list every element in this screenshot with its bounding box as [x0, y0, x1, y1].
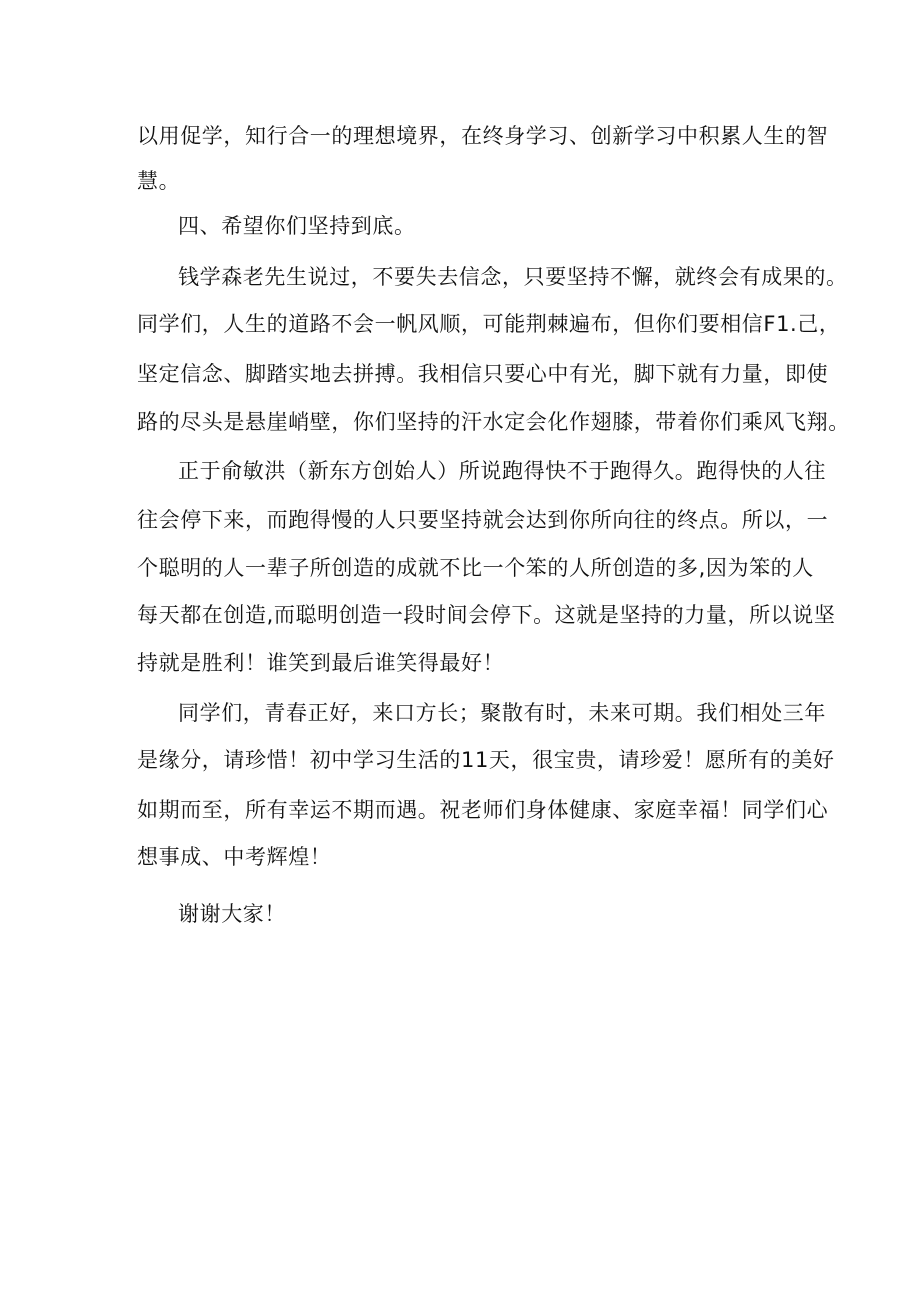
text-line: 个聪明的人一辈子所创造的成就不比一个笨的人所创造的多,因为笨的人	[137, 556, 814, 580]
text-line: 每天都在创造,而聪明创造一段时间会停下。这就是坚持的力量，所以说坚	[137, 603, 836, 627]
text-line: 以用促学，知行合一的理想境界，在终身学习、创新学习中积累人生的智	[137, 124, 829, 148]
text-line: 持就是胜利！谁笑到最后谁笑得最好！	[137, 651, 505, 675]
text-line: 路的尽头是悬崖峭壁，你们坚持的汗水定会化作翅膝，带着你们乘风飞翔。	[137, 410, 850, 434]
text-line: 是缘分，请珍惜！初中学习生活的11天，很宝贵，请珍爱！愿所有的美好	[137, 748, 835, 772]
text-line: 慧。	[137, 169, 181, 193]
text-line: 如期而至，所有幸运不期而遇。祝老师们身体健康、家庭幸福！同学们心	[137, 798, 829, 822]
closing-line: 谢谢大家！	[178, 902, 286, 926]
text-line: 坚定信念、脚踏实地去拼搏。我相信只要心中有光，脚下就有力量，即使	[137, 362, 829, 386]
section-heading: 四、希望你们坚持到底。	[178, 214, 416, 238]
text-line: 同学们，人生的道路不会一帆风顺，可能荆棘遍布，但你们要相信F1.己，	[137, 312, 841, 336]
text-line: 正于俞敏洪（新东方创始人）所说跑得快不于跑得久。跑得快的人往	[178, 459, 826, 483]
text-line: 同学们，青春正好，来口方长；聚散有时，未来可期。我们相处三年	[178, 701, 826, 725]
text-line: 钱学森老先生说过，不要失去信念，只要坚持不懈，就终会有成果的。	[178, 265, 848, 289]
text-line: 往会停下来，而跑得慢的人只要坚持就会达到你所向往的终点。所以，一	[137, 508, 829, 532]
text-line: 想事成、中考辉煌！	[137, 845, 332, 869]
